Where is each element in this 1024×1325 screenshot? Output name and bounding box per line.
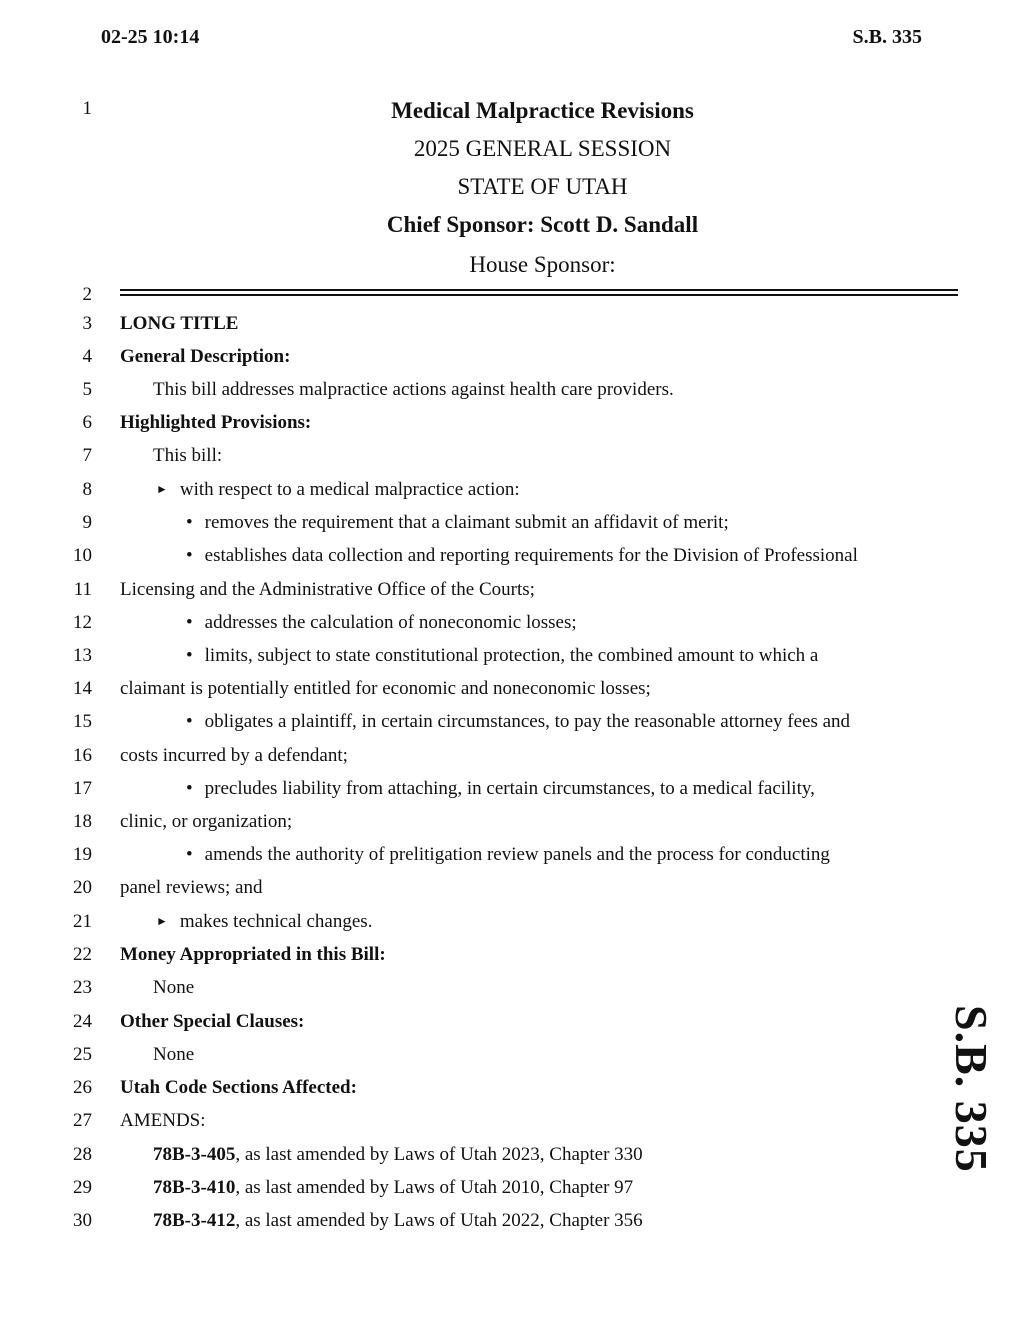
money-appropriated-heading: Money Appropriated in this Bill: bbox=[120, 944, 386, 965]
line-number: 2 bbox=[82, 284, 92, 305]
bullet-dot-icon: • bbox=[186, 512, 193, 533]
amends-label: AMENDS: bbox=[120, 1110, 206, 1131]
header-bill-number: S.B. 335 bbox=[852, 26, 922, 48]
list-item bbox=[186, 545, 858, 567]
line-number: 20 bbox=[73, 877, 92, 898]
header-timestamp: 02-25 10:14 bbox=[101, 26, 200, 48]
list-item-text: amends the authority of prelitigation review panels and the process for conducting bbox=[204, 844, 830, 865]
bullet-dot-icon: • bbox=[186, 645, 193, 666]
line-number: 27 bbox=[73, 1110, 92, 1131]
line-number: 1 bbox=[82, 98, 92, 119]
line-number: 16 bbox=[73, 745, 92, 766]
bullet-dot-icon: • bbox=[186, 778, 193, 799]
divider-rule bbox=[120, 294, 958, 296]
list-item-continuation: Licensing and the Administrative Office of the Courts; bbox=[120, 579, 535, 600]
divider-rule bbox=[120, 289, 958, 291]
line-number: 30 bbox=[73, 1210, 92, 1231]
code-section-number: 78B-3-405 bbox=[153, 1144, 236, 1165]
code-section-entry bbox=[153, 1210, 643, 1232]
line-number: 24 bbox=[73, 1011, 92, 1032]
list-item-text: establishes data collection and reporting requirements for the Division of Professional bbox=[204, 545, 858, 566]
list-item-continuation: clinic, or organization; bbox=[120, 811, 293, 832]
bullet-dot-icon: • bbox=[186, 844, 193, 865]
bullet-dot-icon: • bbox=[186, 711, 193, 732]
line-number: 7 bbox=[82, 445, 92, 466]
list-item bbox=[186, 612, 577, 634]
special-clauses-value: None bbox=[153, 1044, 195, 1065]
line-number: 9 bbox=[82, 512, 92, 533]
bill-title: Medical Malpractice Revisions bbox=[391, 98, 694, 123]
line-number: 28 bbox=[73, 1144, 92, 1165]
bullet-dot-icon: • bbox=[186, 612, 193, 633]
list-item-continuation: panel reviews; and bbox=[120, 877, 263, 898]
line-number: 18 bbox=[73, 811, 92, 832]
line-number: 26 bbox=[73, 1077, 92, 1098]
list-item-text: precludes liability from attaching, in certain circumstances, to a medical facility, bbox=[204, 778, 815, 799]
general-description-text: This bill addresses malpractice actions against health care providers. bbox=[153, 379, 674, 400]
line-number: 29 bbox=[73, 1177, 92, 1198]
code-sections-heading: Utah Code Sections Affected: bbox=[120, 1077, 357, 1098]
bullet-dot-icon: • bbox=[186, 545, 193, 566]
list-item bbox=[186, 844, 830, 866]
list-item-text: limits, subject to state constitutional protection, the combined amount to which a bbox=[204, 645, 819, 666]
line-number: 23 bbox=[73, 977, 92, 998]
special-clauses-heading: Other Special Clauses: bbox=[120, 1011, 305, 1032]
code-section-number: 78B-3-410 bbox=[153, 1177, 236, 1198]
list-item bbox=[186, 778, 815, 800]
line-number: 12 bbox=[73, 612, 92, 633]
code-section-history: , as last amended by Laws of Utah 2010, Chapter 97 bbox=[235, 1177, 634, 1198]
code-section-entry bbox=[153, 1177, 633, 1199]
sidebar-bill-number: S.B. 335 bbox=[946, 1005, 997, 1173]
state-label: STATE OF UTAH bbox=[457, 174, 628, 199]
line-number: 5 bbox=[82, 379, 92, 400]
list-item-continuation: claimant is potentially entitled for economic and noneconomic losses; bbox=[120, 678, 651, 699]
session-label: 2025 GENERAL SESSION bbox=[413, 136, 672, 161]
line-number: 25 bbox=[73, 1044, 92, 1065]
code-section-number: 78B-3-412 bbox=[153, 1210, 236, 1231]
line-number: 6 bbox=[82, 412, 92, 433]
general-description-heading: General Description: bbox=[120, 346, 291, 367]
list-item-text: with respect to a medical malpractice action: bbox=[179, 479, 520, 500]
line-number: 13 bbox=[73, 645, 92, 666]
line-number: 14 bbox=[73, 678, 92, 699]
list-item-text: addresses the calculation of noneconomic losses; bbox=[204, 612, 577, 633]
triangle-bullet-icon: ► bbox=[156, 482, 168, 496]
list-item-text: removes the requirement that a claimant submit an affidavit of merit; bbox=[204, 512, 729, 533]
house-sponsor: House Sponsor: bbox=[469, 252, 616, 277]
line-number: 17 bbox=[73, 778, 92, 799]
long-title-heading: LONG TITLE bbox=[120, 313, 239, 334]
list-item-text: makes technical changes. bbox=[179, 911, 373, 932]
line-number: 22 bbox=[73, 944, 92, 965]
list-item-continuation: costs incurred by a defendant; bbox=[120, 745, 348, 766]
line-number: 11 bbox=[73, 579, 92, 600]
list-item bbox=[186, 512, 729, 534]
code-section-entry bbox=[153, 1144, 643, 1166]
line-number: 19 bbox=[73, 844, 92, 865]
line-number: 15 bbox=[73, 711, 92, 732]
line-number: 10 bbox=[73, 545, 92, 566]
code-section-history: , as last amended by Laws of Utah 2022, Chapter 356 bbox=[235, 1210, 643, 1231]
this-bill-text: This bill: bbox=[153, 445, 223, 466]
money-appropriated-value: None bbox=[153, 977, 195, 998]
line-number: 21 bbox=[73, 911, 92, 932]
list-item-text: obligates a plaintiff, in certain circumstances, to pay the reasonable attorney fees and bbox=[204, 711, 851, 732]
list-item bbox=[186, 711, 850, 733]
highlighted-provisions-heading: Highlighted Provisions: bbox=[120, 412, 312, 433]
list-item bbox=[186, 645, 818, 667]
line-number: 8 bbox=[82, 479, 92, 500]
line-number: 4 bbox=[82, 346, 92, 367]
list-item bbox=[156, 479, 520, 501]
chief-sponsor: Chief Sponsor: Scott D. Sandall bbox=[386, 212, 699, 237]
code-section-history: , as last amended by Laws of Utah 2023, Chapter 330 bbox=[235, 1144, 643, 1165]
triangle-bullet-icon: ► bbox=[156, 914, 168, 928]
list-item bbox=[156, 911, 372, 933]
line-number: 3 bbox=[82, 313, 92, 334]
